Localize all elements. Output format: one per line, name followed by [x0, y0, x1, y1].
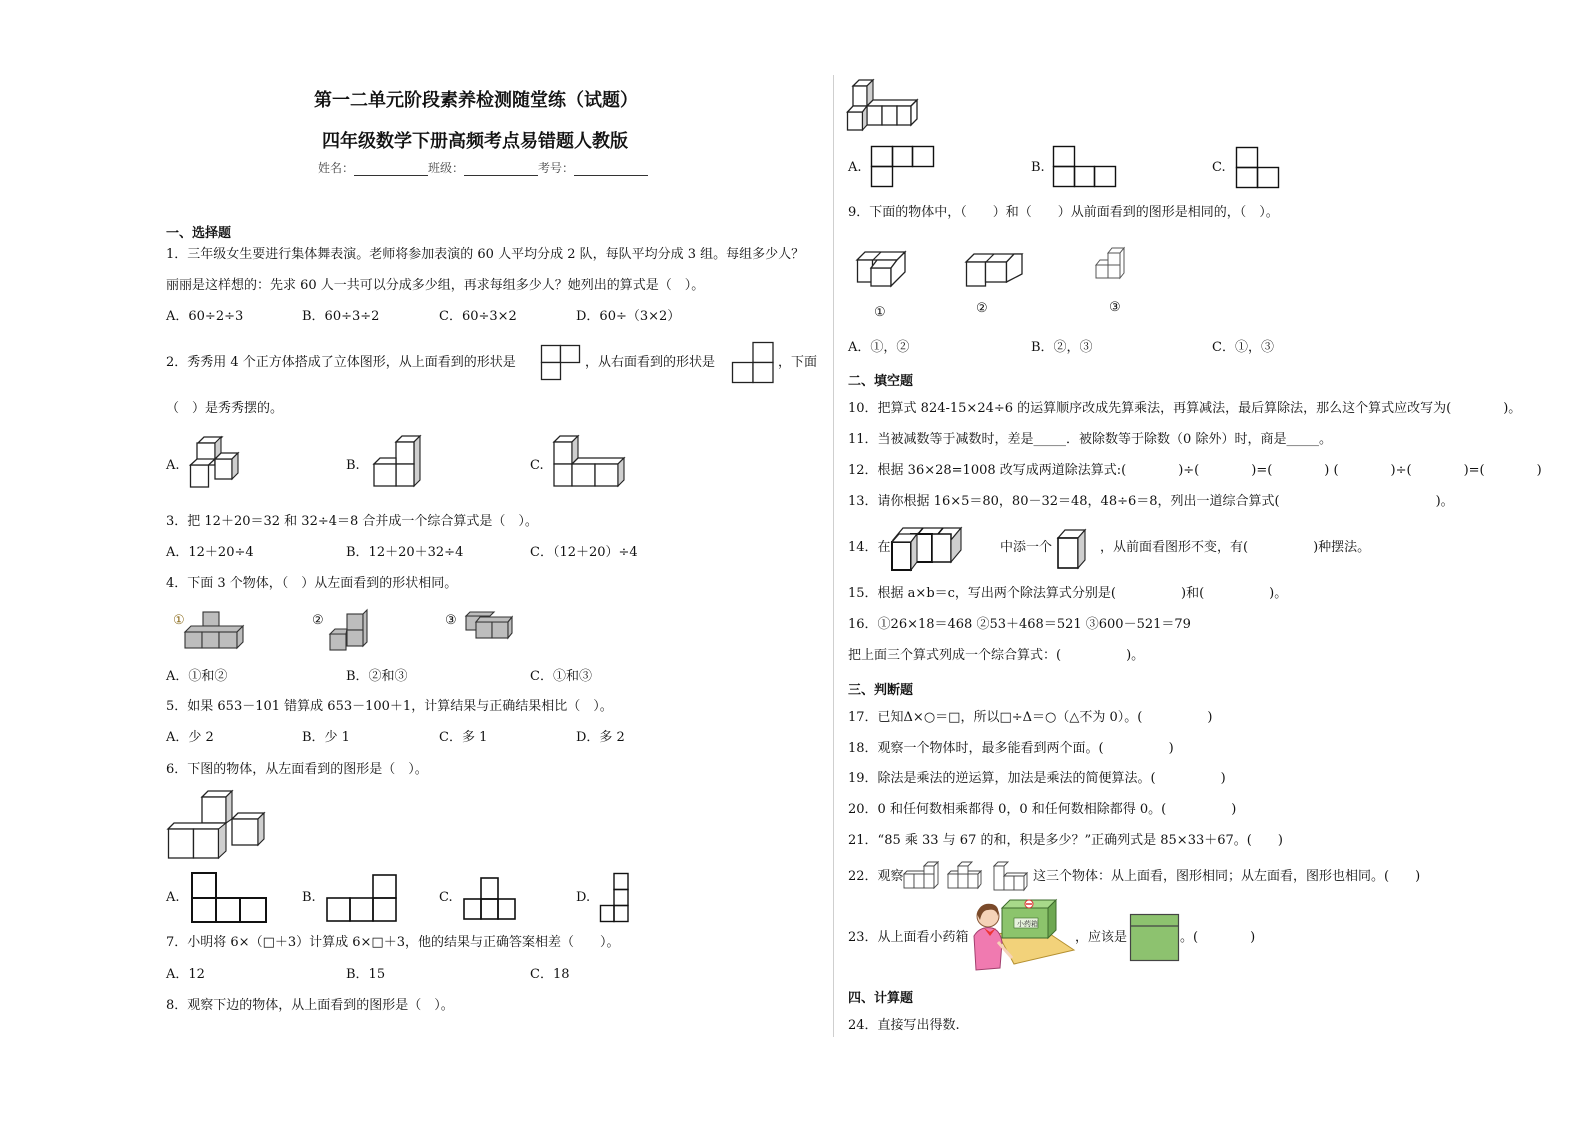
q8-option-a-figure [871, 146, 935, 188]
q7-option-b[interactable]: B．15 [346, 967, 386, 982]
q2-option-a-cubes-figure [190, 437, 248, 495]
q8-option-b[interactable]: B. [1031, 160, 1045, 175]
q8-text: 8．观察下边的物体，从上面看到的图形是（ ）。 [166, 998, 454, 1013]
q22-three-objects-figure [904, 862, 1032, 892]
number-blank[interactable] [574, 163, 648, 176]
class-label: 班级： [428, 161, 465, 175]
q8-object-figure [847, 80, 921, 132]
q4-text: 4．下面 3 个物体，（ ）从左面看到的形状相同。 [166, 576, 458, 591]
q6-option-c[interactable]: C. [439, 890, 453, 905]
q23-top-view-answer-figure [1130, 914, 1180, 962]
q9-object-1-figure [857, 250, 909, 288]
q9-option-b[interactable]: B．②，③ [1031, 340, 1093, 355]
q22-text-part1: 22．观察 [848, 869, 904, 884]
q9-object-3-figure [1094, 247, 1130, 281]
worksheet-subtitle: 四年级数学下册高频考点易错题人教版 [322, 131, 628, 152]
q4-object-2-figure [327, 610, 373, 652]
q4-option-b[interactable]: B．②和③ [346, 669, 408, 684]
q3-option-a[interactable]: A．12＋20÷4 [166, 545, 254, 560]
q4-label-3: ③ [445, 613, 457, 628]
section-heading-fill-in: 二、填空题 [848, 374, 914, 389]
q4-option-c[interactable]: C．①和③ [530, 669, 592, 684]
q2-option-b[interactable]: B. [346, 458, 360, 473]
q2-text-part3: ，下面 [778, 355, 818, 370]
q8-option-a[interactable]: A. [848, 160, 862, 175]
section-heading-true-false: 三、判断题 [848, 683, 914, 698]
q2-line2: （ ）是秀秀摆的。 [166, 401, 284, 416]
q2-option-b-cubes-figure [372, 436, 428, 488]
q9-object-2-figure [966, 252, 1024, 288]
q6-option-c-figure [463, 877, 531, 921]
q18-text: 18．观察一个物体时，最多能看到两个面。( ) [848, 741, 1174, 756]
q3-option-b[interactable]: B．12＋20＋32÷4 [346, 545, 464, 560]
q1-option-b[interactable]: B．60÷3÷2 [302, 309, 380, 324]
worksheet-title: 第一二单元阶段素养检测随堂练（试题） [314, 90, 638, 111]
q2-right-view-figure [732, 342, 774, 384]
q4-option-a[interactable]: A．①和② [166, 669, 228, 684]
q2-text-part2: ，从右面看到的形状是 [585, 355, 716, 370]
q23-text-part1: 23．从上面看小药箱 [848, 930, 969, 945]
q5-option-b[interactable]: B．少 1 [302, 730, 350, 745]
q5-option-d[interactable]: D．多 2 [576, 730, 625, 745]
q6-text: 6．下图的物体，从左面看到的图形是（ ）。 [166, 762, 428, 777]
q14-cube-figure [1057, 528, 1097, 570]
q21-text: 21．“85 乘 33 与 67 的和，积是多少？”正确列式是 85×33＋67。( ) [848, 833, 1283, 848]
q7-text: 7．小明将 6×（□＋3）计算成 6×□＋3，他的结果与正确答案相差（ ）。 [166, 935, 620, 950]
q2-option-c[interactable]: C. [530, 458, 544, 473]
q6-option-a-figure [191, 872, 269, 924]
q6-option-b[interactable]: B. [302, 890, 316, 905]
q12-text: 12．根据 36×28=1008 改写成两道除法算式:( )÷( )=( ) ( )÷( )=( ) [848, 463, 1542, 478]
class-blank[interactable] [464, 163, 538, 176]
q23-text-part3: 。( ) [1180, 930, 1256, 945]
student-info-fields [318, 160, 648, 176]
q5-text: 5．如果 653－101 错算成 653－100＋1，计算结果与正确结果相比（ ）。 [166, 699, 613, 714]
q9-option-a[interactable]: A．①，② [848, 340, 910, 355]
q6-option-d[interactable]: D. [576, 890, 591, 905]
q5-option-c[interactable]: C．多 1 [439, 730, 488, 745]
medicine-box-label: 小药箱 [1017, 920, 1038, 928]
q14-text-part3: ，从前面看图形不变，有( )种摆法。 [1100, 540, 1371, 555]
section-heading-calculation: 四、计算题 [848, 991, 914, 1006]
q23-girl-medicine-box-illustration [970, 898, 1074, 974]
q7-option-a[interactable]: A．12 [166, 967, 205, 982]
q13-text: 13．请你根据 16×5＝80，80－32＝48，48÷6＝8，列出一道综合算式( )。 [848, 494, 1454, 509]
q9-label-3: ③ [1109, 300, 1121, 315]
q8-option-b-figure [1053, 146, 1117, 188]
q1-option-d[interactable]: D．60÷（3×2） [576, 309, 681, 324]
q9-label-1: ① [874, 305, 886, 320]
q14-text-part2: 中添一个 [1000, 540, 1053, 555]
q8-option-c-figure [1236, 147, 1280, 189]
q4-label-2: ② [312, 613, 324, 628]
q4-object-3-figure [464, 612, 518, 642]
q5-option-a[interactable]: A．少 2 [166, 730, 214, 745]
q6-option-d-figure [600, 873, 640, 925]
q1-line1: 1．三年级女生要进行集体舞表演。老师将参加表演的 60 人平均分成 2 队，每队平均分成 3 组。每组多少人？ [166, 247, 805, 262]
q7-option-c[interactable]: C．18 [530, 967, 570, 982]
q1-option-a[interactable]: A．60÷2÷3 [166, 309, 244, 324]
q6-option-b-figure [326, 874, 398, 922]
q1-option-c[interactable]: C．60÷3×2 [439, 309, 517, 324]
q1-line2: 丽丽是这样想的：先求 60 人一共可以分成多少组，再求每组多少人？她列出的算式是（ ）。 [166, 278, 705, 293]
name-blank[interactable] [354, 163, 428, 176]
q2-top-view-figure [541, 345, 581, 381]
q17-text: 17．已知Δ×○＝□，所以□÷Δ＝○（△不为 0）。( ) [848, 710, 1213, 725]
section-heading-choice: 一、选择题 [166, 226, 232, 241]
name-label: 姓名： [318, 161, 355, 175]
q14-text-part1: 14．在 [848, 540, 891, 555]
q3-option-c[interactable]: C．（12＋20）÷4 [530, 545, 638, 560]
q4-object-1-figure [185, 612, 245, 650]
q22-text-part2: 这三个物体：从上面看，图形相同；从左面看，图形也相同。( ) [1033, 869, 1421, 884]
q19-text: 19．除法是乘法的逆运算，加法是乘法的简便算法。( ) [848, 771, 1226, 786]
q11-text: 11．当被减数等于减数时，差是_____．被除数等于除数（0 除外）时，商是_____。 [848, 432, 1332, 447]
q15-text: 15．根据 a×b＝c，写出两个除法算式分别是( )和( )。 [848, 586, 1288, 601]
q24-text: 24．直接写出得数. [848, 1018, 960, 1033]
q10-text: 10．把算式 824-15×24÷6 的运算顺序改成先算乘法，再算减法，最后算除法，那么这个算式应改写为( )。 [848, 401, 1522, 416]
q16-line2: 把上面三个算式列成一个综合算式：( )。 [848, 648, 1145, 663]
q2-text-part1: 2．秀秀用 4 个正方体搭成了立体图形，从上面看到的形状是 [166, 355, 516, 370]
column-divider [833, 75, 834, 1037]
number-label: 考号： [538, 161, 575, 175]
q16-line1: 16．①26×18＝468 ②53＋468＝521 ③600－521＝79 [848, 617, 1191, 632]
q8-option-c[interactable]: C. [1212, 160, 1226, 175]
q9-option-c[interactable]: C．①，③ [1212, 340, 1274, 355]
q9-text: 9．下面的物体中，（ ）和（ ）从前面看到的图形是相同的，（ ）。 [848, 205, 1279, 220]
q23-text-part2: ，应该是 [1075, 930, 1128, 945]
q6-object-figure [168, 789, 268, 861]
q3-text: 3．把 12＋20＝32 和 32÷4＝8 合并成一个综合算式是（ ）。 [166, 514, 538, 529]
q6-option-a[interactable]: A. [166, 890, 180, 905]
q2-option-c-cubes-figure [552, 436, 628, 492]
q4-label-1: ① [173, 613, 185, 628]
q2-option-a[interactable]: A. [166, 458, 180, 473]
q20-text: 20．0 和任何数相乘都得 0，0 和任何数相除都得 0。( ) [848, 802, 1237, 817]
q14-object-figure [889, 524, 965, 572]
q9-label-2: ② [976, 301, 988, 316]
